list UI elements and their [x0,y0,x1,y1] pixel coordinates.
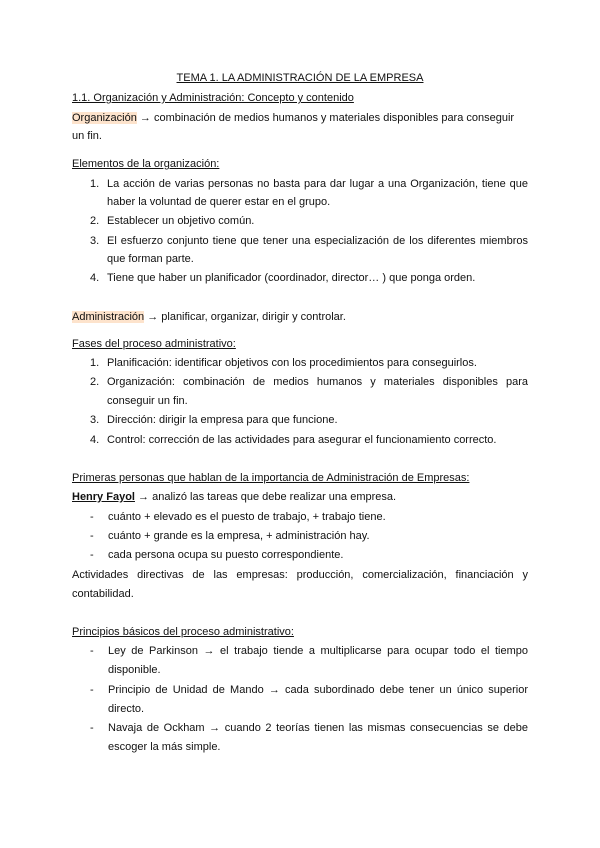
bullet-dash: - [90,530,94,542]
bullet-item: Ley de Parkinson → el trabajo tiende a multiplicarse para ocupar todo el tiempo [108,645,528,657]
bullet-item-cont: escoger la más simple. [108,741,221,753]
activities-text: Actividades directivas de las empresas: producción, comercialización, financiación y [72,569,528,581]
bullet-dash: - [90,684,94,696]
list-number: 2. [90,215,100,227]
list-item: El esfuerzo conjunto tiene que tener una especialización de los diferentes miembros [107,235,528,247]
elements-heading: Elementos de la organización: [72,158,220,170]
list-number: 1. [90,357,100,369]
bullet-dash: - [90,722,94,734]
list-item-cont: haber la voluntad de querer estar en el grupo. [107,196,331,208]
bullet-item: cada persona ocupa su puesto correspondiente. [108,549,344,561]
organizacion-definition-cont: un fin. [72,130,102,142]
phases-heading: Fases del proceso administrativo: [72,338,236,350]
bullet-item-cont: disponible. [108,664,161,676]
list-item-cont: conseguir un fin. [107,395,188,407]
list-item-cont: que forman parte. [107,253,194,265]
section-heading: 1.1. Organización y Administración: Concepto y contenido [72,92,354,104]
list-item: Organización: combinación de medios humanos y materiales disponibles para [107,376,528,388]
list-number: 2. [90,376,100,388]
organizacion-definition-text: → combinación de medios humanos y materiales disponibles para conseguir [139,112,515,124]
fayol-definition [72,491,396,504]
administracion-definition-text: → planificar, organizar, dirigir y controlar. [147,311,346,323]
bullet-item: cuánto + grande es la empresa, + administración hay. [108,530,370,542]
organizacion-term: Organización [72,112,137,124]
list-number: 3. [90,235,100,247]
activities-text-cont: contabilidad. [72,588,134,600]
list-number: 4. [90,272,100,284]
list-item: La acción de varias personas no basta para dar lugar a una Organización, tiene que [107,178,528,190]
bullet-dash: - [90,645,94,657]
list-number: 3. [90,414,100,426]
bullet-dash: - [90,549,94,561]
list-item: Planificación: identificar objetivos con los procedimientos para conseguirlos. [107,357,477,369]
bullet-item: Principio de Unidad de Mando → cada subordinado debe tener un único superior [108,684,528,696]
page-title: TEMA 1. LA ADMINISTRACIÓN DE LA EMPRESA [176,72,424,84]
administracion-term: Administración [72,311,145,323]
bullet-dash: - [90,511,94,523]
bullet-item-cont: directo. [108,703,145,715]
bullet-item: cuánto + elevado es el puesto de trabajo, + trabajo tiene. [108,511,386,523]
list-item: Control: corrección de las actividades para asegurar el funcionamiento correcto. [107,434,497,446]
list-item: Dirección: dirigir la empresa para que funcione. [107,414,338,426]
organizacion-definition [72,112,514,125]
list-number: 1. [90,178,100,190]
principles-heading: Principios básicos del proceso administrativo: [72,626,294,638]
list-number: 4. [90,434,100,446]
bullet-item: Navaja de Ockham → cuando 2 teorías tienen las mismas consecuencias se debe [108,722,528,734]
fayol-name: Henry Fayol [72,491,135,503]
list-item: Establecer un objetivo común. [107,215,255,227]
fayol-definition-text: → analizó las tareas que debe realizar una empresa. [138,491,397,503]
administracion-definition [72,311,346,324]
persons-heading: Primeras personas que hablan de la importancia de Administración de Empresas: [72,472,470,484]
list-item: Tiene que haber un planificador (coordinador, director… ) que ponga orden. [107,272,476,284]
